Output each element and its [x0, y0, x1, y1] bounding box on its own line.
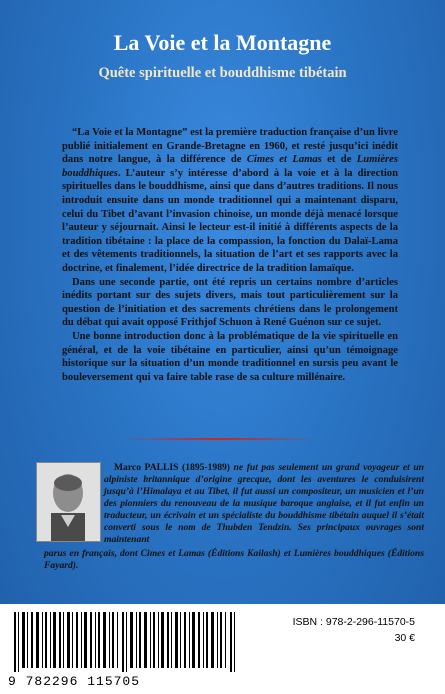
- price-label: 30 €: [394, 632, 415, 644]
- author-name: Marco PALLIS (1895-1989): [114, 462, 230, 473]
- author-bio: [44, 462, 424, 571]
- barcode-digits: 9 782296 115705: [8, 674, 141, 689]
- section-divider: [120, 438, 320, 440]
- summary-title-ref: Lumières bouddhiques: [62, 154, 398, 179]
- book-title: La Voie et la Montagne: [113, 30, 332, 55]
- bio-paragraph: [104, 462, 424, 546]
- book-subtitle: Quête spirituelle et bouddhisme tibétain: [98, 65, 347, 81]
- barcode-panel: [0, 604, 445, 694]
- book-summary: [62, 126, 398, 384]
- summary-paragraph-3: Une bonne introduction donc à la problématique de la vie spirituelle en général, et de la voie tibétaine en particulier, ainsi qu’un témoignage historique sur la situation d’un monde traditionnel en sursis peu avant le bouleversement qui va faire table rase de sa culture millénaire.: [62, 330, 398, 383]
- summary-title-ref: Cimes et Lamas: [246, 154, 322, 166]
- bio-publications: parus en français, dont Cimes et Lamas (Éditions Kailash) et Lumières bouddhiques (Éditions Fayard).: [44, 548, 424, 571]
- bio-text: ne fut pas seulement un grand voyageur et un alpiniste britannique d’origine grecque, dont les aventures le conduisirent jusqu’à l’Himalaya et au Tibet, il fut aussi un compositeur, un musicien et l’un des pionniers du renouveau de la musique baroque anglaise, et il fut enfin un traducteur, un écrivain et un spécialiste du bouddhisme tibétain auquel il s’était converti sous le nom de Thubden Tendzin. Ses principaux ouvrages sont maintenant: [104, 462, 424, 545]
- author-portrait: [36, 462, 101, 542]
- summary-text: et de: [321, 154, 357, 166]
- summary-paragraph-1: [62, 126, 398, 276]
- summary-text: “La Voie et la Montagne” est la première traduction française d’un livre publié initialement en Grande-Bretagne en 1960, et resté jusqu’ici inédit dans notre langue, à la différence de: [62, 127, 398, 166]
- portrait-image: [37, 463, 100, 541]
- barcode-icon: [12, 612, 242, 672]
- isbn-label: ISBN : 978-2-296-11570-5: [292, 616, 415, 628]
- summary-paragraph-2: Dans une seconde partie, ont été repris un certains nombre d’articles inédits portant sur des sujets divers, mais tout particulièrement sur la question de l’initiation et des sacrements chrétiens dans le prolongement du débat qui avait opposé Frithjof Schuon à René Guénon sur ce sujet.: [62, 276, 398, 329]
- summary-text: . L’auteur s’y intéresse d’abord à la voie et à la direction spirituelles dans le bouddhisme, ainsi que dans d’autres traditions. Il nous introduit ensuite dans un monde traditionnel qui a maintenant disparu, celui du Tibet d’avant l’invasion chinoise, un monde déjà menacé lorsque l’auteur y séjournait. Ainsi le lecteur est-il initié à différents aspects de la tradition tibétaine : la place de la compassion, la fonction du Dalaï-Lama et des vêtements traditionnels, la situation de l’art et ses rapports avec la doctrine, et finalement, l’idée directrice de la tradition lamaïque.: [62, 167, 398, 274]
